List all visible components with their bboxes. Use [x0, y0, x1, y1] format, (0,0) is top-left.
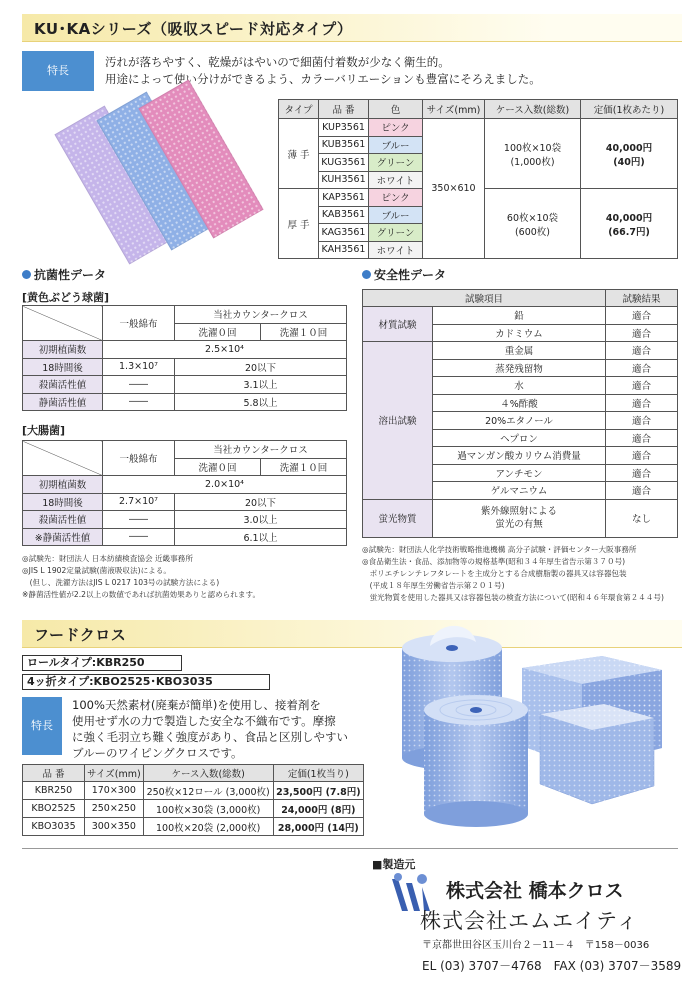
maker-phone-fax: EL (03) 3707－4768 FAX (03) 3707－3589 [422, 959, 682, 973]
safety-category: 溶出試験 [363, 342, 433, 500]
ecoli-table [22, 440, 347, 546]
safety-item: 蒸発残留物 [433, 359, 606, 377]
safety-result: 適合 [606, 359, 678, 377]
food-row-price-unit: (14円) [327, 822, 359, 834]
safety-result: 適合 [606, 307, 678, 325]
food-row-case-qty: 100枚×20袋 [156, 822, 214, 834]
safety-item: 20%エタノール [433, 412, 606, 430]
ecoli-col-general: 一般綿布 [103, 441, 175, 476]
food-feature-text-2: 使用せず水の力で製造した安全な不織布です。摩擦 [72, 714, 336, 728]
safety-result: 適合 [606, 464, 678, 482]
roll-front [424, 695, 528, 827]
food-cloth-title: フードクロス [34, 626, 127, 644]
ka-color: ピンク [369, 189, 423, 207]
ecoli-row-general: ―― [103, 511, 175, 529]
food-row-code: KBR250 [23, 782, 85, 800]
safety-title [362, 266, 446, 283]
ku-type-thick: 厚 手 [279, 189, 319, 259]
safety-result: 適合 [606, 394, 678, 412]
ku-case-thick-total: (600枚) [514, 226, 551, 238]
ecoli-row-value: 20以下 [175, 493, 347, 511]
antibacterial-note-2: ◎JIS L 1902定量試験(菌液吸収法)による。 [22, 566, 171, 575]
food-feature-text-1: 100%天然素材(廃棄が簡単)を使用し、接着剤を [72, 698, 321, 712]
food-row-case [143, 782, 273, 800]
safety-note-3: ポリエチレンテレフタレートを主成分とする合成樹脂製の器具又は容器包装 [362, 569, 627, 578]
ka-color: グリーン [369, 224, 423, 242]
staph-row-value: 3.1以上 [175, 376, 347, 394]
antibacterial-note-1: ◎試験先：財団法人 日本紡績検査協会 近畿事務所 [22, 554, 193, 563]
safety-item: 重金属 [433, 342, 606, 360]
ka-color: ブルー [369, 206, 423, 224]
ka-code: KAH3561 [319, 241, 369, 259]
ku-color: グリーン [369, 154, 423, 172]
food-row-price [273, 818, 363, 836]
ku-feature-text-1: 汚れが落ちやすく、乾燥がはやいので細菌付着数が少なく衛生的。 [105, 55, 450, 69]
safety-result: 適合 [606, 429, 678, 447]
staph-row-label: 静菌活性値 [23, 393, 103, 411]
ecoli-col-wash10: 洗濯１０回 [261, 458, 347, 476]
safety-item: アンチモン [433, 464, 606, 482]
staph-table [22, 305, 347, 411]
ecoli-col-counter: 当社カウンタークロス [175, 441, 347, 459]
staph-row-label: 殺菌活性値 [23, 376, 103, 394]
ku-header-type: タイプ [279, 100, 319, 119]
safety-header-item: 試験項目 [363, 290, 606, 307]
food-cloth-table [22, 764, 364, 836]
ecoli-row-label: 殺菌活性値 [23, 511, 103, 529]
ku-case-thin-qty: 100枚×10袋 [503, 142, 562, 154]
ecoli-row-value: 2.0×10⁴ [103, 476, 347, 494]
food-cloth-photo [372, 618, 678, 836]
food-row-case-total: (2,000枚) [216, 822, 261, 834]
food-feature-badge: 特長 [22, 697, 62, 755]
food-type-fold: 4ッ折タイプ:KBO2525･KBO3035 [22, 674, 270, 690]
food-row-price [273, 800, 363, 818]
safety-item-line: 蛍光の有無 [495, 519, 543, 530]
ku-price-thin [581, 119, 678, 189]
food-row-case-total: (3,000枚) [225, 786, 270, 798]
food-row-case-qty: 250枚×12ロール [146, 786, 223, 798]
safety-table [362, 289, 678, 538]
safety-item: 水 [433, 377, 606, 395]
ku-case-thin-total: (1,000枚) [510, 156, 555, 168]
staph-row-general: ―― [103, 393, 175, 411]
ecoli-row-value: 6.1以上 [175, 528, 347, 546]
ku-feature-badge: 特長 [22, 51, 94, 91]
ku-size: 350×610 [423, 119, 485, 259]
food-header-case: ケース入数(総数) [143, 765, 273, 782]
ecoli-row-label: ※静菌活性値 [23, 528, 103, 546]
ecoli-row-label: 18時間後 [23, 493, 103, 511]
food-row-code: KBO3035 [23, 818, 85, 836]
ku-code: KUB3561 [319, 136, 369, 154]
safety-result: 適合 [606, 412, 678, 430]
staph-row-general: ―― [103, 376, 175, 394]
antibacterial-title-text: 抗菌性データ [34, 268, 107, 282]
ku-header-size: サイズ(mm) [423, 100, 485, 119]
ecoli-row-label: 初期植菌数 [23, 476, 103, 494]
safety-result: 適合 [606, 447, 678, 465]
staph-row-label: 18時間後 [23, 358, 103, 376]
antibacterial-note-3: (但し、洗濯方法はJIS L 0217 103号の試験方法による) [22, 578, 220, 587]
ecoli-corner [23, 441, 103, 476]
ku-code: KUP3561 [319, 119, 369, 137]
ku-case-thin [485, 119, 581, 189]
safety-item: カドミウム [433, 324, 606, 342]
food-row-size: 250×250 [85, 800, 144, 818]
safety-result: 適合 [606, 324, 678, 342]
ecoli-col-wash0: 洗濯０回 [175, 458, 261, 476]
staph-row-value: 5.8以上 [175, 393, 347, 411]
ka-code: KAB3561 [319, 206, 369, 224]
staph-col-wash10: 洗濯１０回 [261, 323, 347, 341]
safety-item: ゲルマニウム [433, 482, 606, 500]
ku-code: KUH3561 [319, 171, 369, 189]
safety-result: 適合 [606, 342, 678, 360]
ku-type-thin: 薄 手 [279, 119, 319, 189]
ecoli-title: [大腸菌] [22, 424, 66, 437]
ecoli-row-value: 3.0以上 [175, 511, 347, 529]
bullet-icon [22, 270, 31, 279]
ku-case-thick [485, 189, 581, 259]
safety-item-fluorescence [433, 499, 606, 537]
ku-header-color: 色 [369, 100, 423, 119]
food-header-price: 定価(1枚当り) [273, 765, 363, 782]
safety-item: ４%酢酸 [433, 394, 606, 412]
ku-series-title-bar [22, 14, 682, 42]
ku-price-thin-value: 40,000円 [605, 142, 653, 154]
safety-result: 適合 [606, 482, 678, 500]
staph-title: [黄色ぶどう球菌] [22, 291, 110, 304]
staph-corner [23, 306, 103, 341]
food-row-case-qty: 100枚×30袋 [156, 804, 214, 816]
ecoli-row-general: ―― [103, 528, 175, 546]
food-row-price [273, 782, 363, 800]
safety-result: 適合 [606, 377, 678, 395]
ku-color: ブルー [369, 136, 423, 154]
food-row-price-value: 24,000円 [281, 804, 328, 816]
safety-item: 過マンガン酸カリウム消費量 [433, 447, 606, 465]
food-type-roll: ロールタイプ:KBR250 [22, 655, 182, 671]
bullet-icon [362, 270, 371, 279]
antibacterial-title [22, 266, 106, 283]
safety-note-2: ◎食品衛生法・食品、添加物等の規格基準(昭和３４年厚生省告示第３７０号) [362, 557, 626, 566]
folded-cloth-packs [522, 656, 662, 804]
staph-col-wash0: 洗濯０回 [175, 323, 261, 341]
maker-company-2: 株式会社エムエイティ [420, 909, 639, 933]
ku-price-thick-unit: (66.7円) [608, 226, 650, 238]
safety-item: 鉛 [433, 307, 606, 325]
ka-code: KAP3561 [319, 189, 369, 207]
food-header-code: 品 番 [23, 765, 85, 782]
ku-header-case: ケース入数(総数) [485, 100, 581, 119]
ka-code: KAG3561 [319, 224, 369, 242]
food-row-case [143, 800, 273, 818]
antibacterial-note-4: ※静菌活性値が2.2以上の数値であれば抗菌効果ありと認められます。 [22, 590, 261, 599]
staph-row-value: 2.5×10⁴ [103, 341, 347, 359]
food-row-size: 300×350 [85, 818, 144, 836]
maker-company-1: 株式会社 橋本クロス [446, 880, 624, 902]
ka-color: ホワイト [369, 241, 423, 259]
ku-price-thin-unit: (40円) [613, 156, 645, 168]
safety-item-line: 紫外線照射による [480, 506, 557, 517]
ku-feature-text-2: 用途によって使い分けができるよう、カラーバリエーションも豊富にそろえました。 [105, 72, 541, 86]
ku-price-thick-value: 40,000円 [605, 212, 653, 224]
food-row-case-total: (3,000枚) [216, 804, 261, 816]
food-row-price-value: 23,500円 [276, 786, 323, 798]
food-feature-text-4: ブルーのワイピングクロスです。 [72, 746, 243, 760]
safety-note-4: (平成１８年厚生労働省告示第２０１号) [362, 581, 505, 590]
ku-color: ホワイト [369, 171, 423, 189]
staph-col-general: 一般綿布 [103, 306, 175, 341]
safety-title-text: 安全性データ [374, 268, 447, 282]
ku-color: ピンク [369, 119, 423, 137]
food-row-code: KBO2525 [23, 800, 85, 818]
staph-col-counter: 当社カウンタークロス [175, 306, 347, 324]
towel-illustration [48, 92, 248, 262]
safety-category: 材質試験 [363, 307, 433, 342]
maker-label: ■製造元 [372, 858, 416, 871]
safety-result: なし [606, 499, 678, 537]
ku-header-code: 品 番 [319, 100, 369, 119]
food-header-size: サイズ(mm) [85, 765, 144, 782]
safety-category: 蛍光物質 [363, 499, 433, 537]
ku-product-table [278, 99, 678, 259]
staph-row-general: 1.3×10⁷ [103, 358, 175, 376]
ku-price-thick [581, 189, 678, 259]
food-row-case [143, 818, 273, 836]
food-row-price-unit: (8円) [330, 804, 356, 816]
staph-row-value: 20以下 [175, 358, 347, 376]
safety-item: ヘプロン [433, 429, 606, 447]
staph-row-label: 初期植菌数 [23, 341, 103, 359]
safety-note-5: 蛍光物質を使用した器具又は容器包装の検査方法について(昭和４６年環食第２４４号) [362, 593, 664, 602]
ku-header-price: 定価(1枚あたり) [581, 100, 678, 119]
food-row-size: 170×300 [85, 782, 144, 800]
maker-address: 〒京都世田谷区玉川台２－11－４ 〒158－0036 [422, 940, 650, 951]
safety-header-result: 試験結果 [606, 290, 678, 307]
ecoli-row-general: 2.7×10⁷ [103, 493, 175, 511]
safety-note-1: ◎試験先：財団法人化学技術戦略推進機構 高分子試験・評価センター大阪事務所 [362, 545, 637, 554]
ku-code: KUG3561 [319, 154, 369, 172]
food-row-price-unit: (7.8円) [325, 786, 361, 798]
maker-divider [22, 848, 678, 849]
food-feature-text-3: に強く毛羽立ち難く強度があり、食品と区別しやすい [72, 730, 348, 744]
food-row-price-value: 28,000円 [277, 822, 325, 834]
ku-series-title: KU･KAシリーズ（吸収スピード対応タイプ） [34, 20, 353, 38]
ku-case-thick-qty: 60枚×10袋 [506, 212, 559, 224]
